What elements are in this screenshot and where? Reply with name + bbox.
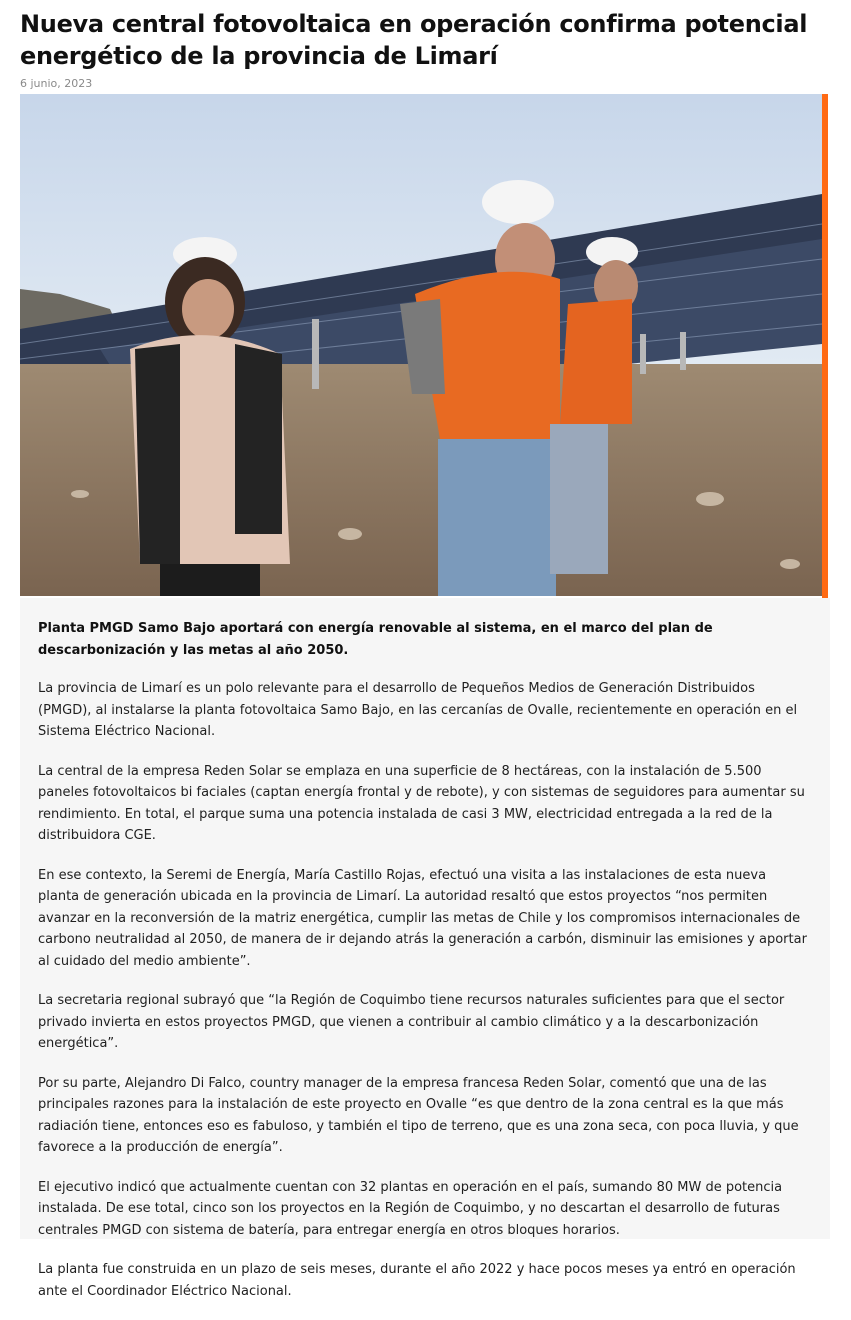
article-body bbox=[20, 598, 830, 1299]
article-paragraph: La secretaria regional subrayó que “la Región de Coquimbo tiene recursos naturales suficientes para que el sector privado invierta en estos proyectos PMGD, que vienen a contribuir al cambio climático y a la descarbonización energética”. bbox=[38, 993, 785, 1051]
article-title: Nueva central fotovoltaica en operación confirma potencial energético de la provincia de Limarí bbox=[20, 10, 808, 70]
article-photo bbox=[20, 94, 822, 596]
accent-bar bbox=[822, 94, 828, 598]
article-lead: Planta PMGD Samo Bajo aportará con energía renovable al sistema, en el marco del plan de descarbonización y las metas al año 2050. bbox=[38, 621, 713, 658]
article-paragraph: En ese contexto, la Seremi de Energía, María Castillo Rojas, efectuó una visita a las instalaciones de esta nueva planta de generación ubicada en la provincia de Limarí. La autoridad resaltó que estos proyectos “nos permiten avanzar en la reconversión de la matriz energética, cumplir las metas de Chile y los compromisos internacionales de carbono neutralidad al 2050, de manera de ir dejando atrás la generación a carbón, disminuir las emisiones y aportar al cuidado del medio ambiente”. bbox=[38, 867, 807, 969]
article-paragraph: La central de la empresa Reden Solar se emplaza en una superficie de 8 hectáreas, con la instalación de 5.500 paneles fotovoltaicos bi faciales (captan energía frontal y de rebote), y con sistemas de seguidores para aumentar su rendimiento. En total, el parque suma una potencia instalada de casi 3 MW, electricidad entregada a la red de la distribuidora CGE. bbox=[38, 763, 805, 843]
article-paragraph: El ejecutivo indicó que actualmente cuentan con 32 plantas en operación en el país, sumando 80 MW de potencia instalada. De ese total, cinco son los proyectos en la Región de Coquimbo, y no descartan el desarrollo de futuras centrales PMGD con sistema de batería, para entregar energía en otros bloques horarios. bbox=[38, 1179, 783, 1238]
article-paragraph: La provincia de Limarí es un polo relevante para el desarrollo de Pequeños Medios de Generación Distribuidos (PMGD), al instalarse la planta fotovoltaica Samo Bajo, en las cercanías de Ovalle, recientemente en operación en el Sistema Eléctrico Nacional. bbox=[38, 681, 798, 739]
article-content bbox=[38, 618, 810, 1320]
article-date: 6 junio, 2023 bbox=[20, 77, 93, 90]
article-paragraph: La planta fue construida en un plazo de seis meses, durante el año 2022 y hace pocos meses ya entró en operación ante el Coordinador Eléctrico Nacional. bbox=[38, 1262, 796, 1299]
article-paragraph: Por su parte, Alejandro Di Falco, country manager de la empresa francesa Reden Solar, comentó que una de las principales razones para la instalación de este proyecto en Ovalle “es que dentro de la zona central es la que más radiación tiene, entonces eso es fabuloso, y también el tipo de terreno, que es una zona seca, con poca lluvia, y que favorece a la producción de energía”. bbox=[38, 1075, 799, 1155]
